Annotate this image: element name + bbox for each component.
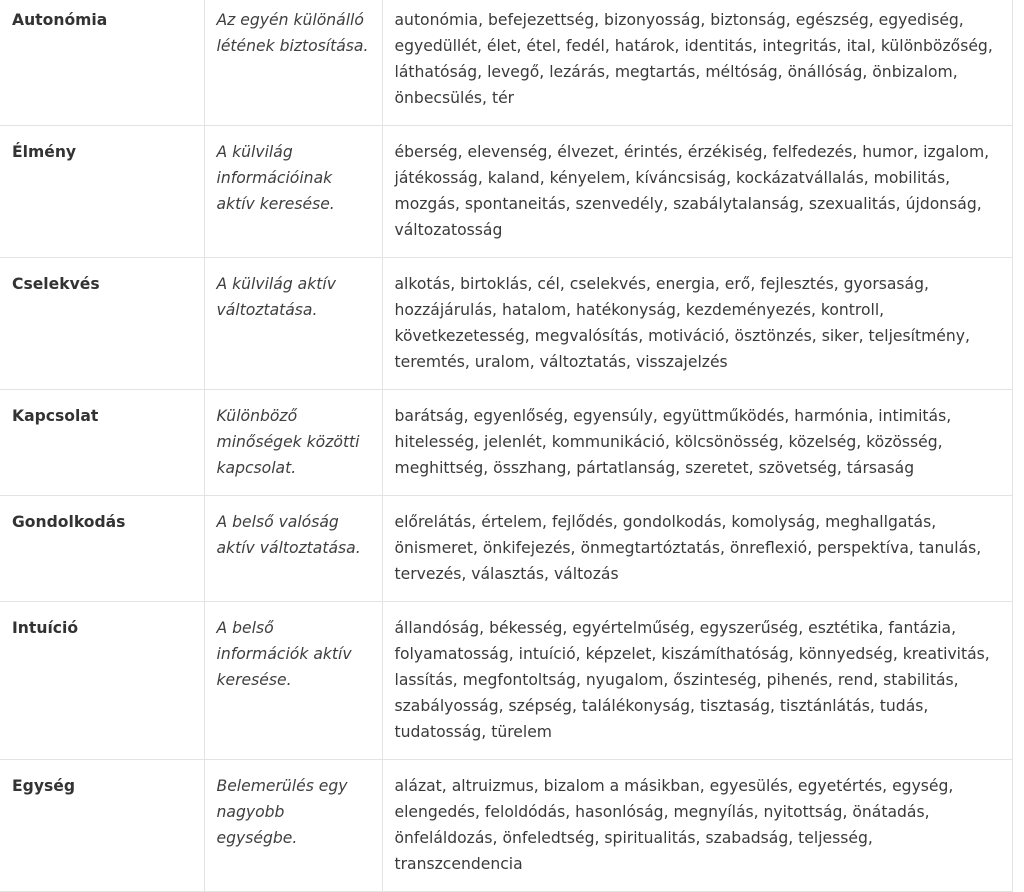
table-row [0, 258, 1013, 390]
need-name-cell: Élmény [0, 126, 204, 258]
need-description-cell: Különböző minőségek közötti kapcsolat. [204, 390, 382, 496]
values-list-cell: előrelátás, értelem, fejlődés, gondolkodás, komolyság, meghallgatás, önismeret, önkifejezés, önmegtartóztatás, önreflexió, perspektíva, tanulás, tervezés, választás, változás [382, 496, 1013, 602]
table-row [0, 126, 1013, 258]
need-description-cell: Belemerülés egy nagyobb egységbe. [204, 760, 382, 892]
need-name-cell: Intuíció [0, 602, 204, 760]
table-row [0, 760, 1013, 892]
need-description-cell: A külvilág aktív változtatása. [204, 258, 382, 390]
table-row [0, 496, 1013, 602]
values-list-cell: alázat, altruizmus, bizalom a másikban, egyesülés, egyetértés, egység, elengedés, feloldódás, hasonlóság, megnyílás, nyitottság, önátadás, önfeláldozás, önfeledtség, spiritualitás, szabadság, teljesség, transzcendencia [382, 760, 1013, 892]
need-name-cell: Gondolkodás [0, 496, 204, 602]
values-list-cell: barátság, egyenlőség, egyensúly, együttműködés, harmónia, intimitás, hitelesség, jelenlét, kommunikáció, kölcsönösség, közelség, közösség, meghittség, összhang, pártatlanság, szeretet, szövetség, társaság [382, 390, 1013, 496]
values-list-cell: állandóság, békesség, egyértelműség, egyszerűség, esztétika, fantázia, folyamatosság, intuíció, képzelet, kiszámíthatóság, könnyedség, kreativitás, lassítás, megfontoltság, nyugalom, őszinteség, pihenés, rend, stabilitás, szabályosság, szépség, találékonyság, tisztaság, tisztánlátás, tudás, tudatosság, türelem [382, 602, 1013, 760]
need-description-cell: A külvilág információinak aktív keresése. [204, 126, 382, 258]
need-name-cell: Autonómia [0, 0, 204, 126]
need-description-cell: Az egyén különálló létének biztosítása. [204, 0, 382, 126]
table-row [0, 602, 1013, 760]
values-list-cell: éberség, elevenség, élvezet, érintés, érzékiség, felfedezés, humor, izgalom, játékosság, kaland, kényelem, kíváncsiság, kockázatvállalás, mobilitás, mozgás, spontaneitás, szenvedély, szabálytalanság, szexualitás, újdonság, változatosság [382, 126, 1013, 258]
table-row [0, 0, 1013, 126]
need-name-cell: Kapcsolat [0, 390, 204, 496]
need-name-cell: Cselekvés [0, 258, 204, 390]
values-list-cell: autonómia, befejezettség, bizonyosság, biztonság, egészség, egyediség, egyedüllét, élet, étel, fedél, határok, identitás, integritás, ital, különbözőség, láthatóság, levegő, lezárás, megtartás, méltóság, önállóság, önbizalom, önbecsülés, tér [382, 0, 1013, 126]
table-row [0, 390, 1013, 496]
need-description-cell: A belső valóság aktív változtatása. [204, 496, 382, 602]
values-list-cell: alkotás, birtoklás, cél, cselekvés, energia, erő, fejlesztés, gyorsaság, hozzájárulás, hatalom, hatékonyság, kezdeményezés, kontroll, következetesség, megvalósítás, motiváció, ösztönzés, siker, teljesítmény, teremtés, uralom, változtatás, visszajelzés [382, 258, 1013, 390]
need-description-cell: A belső információk aktív keresése. [204, 602, 382, 760]
need-name-cell: Egység [0, 760, 204, 892]
